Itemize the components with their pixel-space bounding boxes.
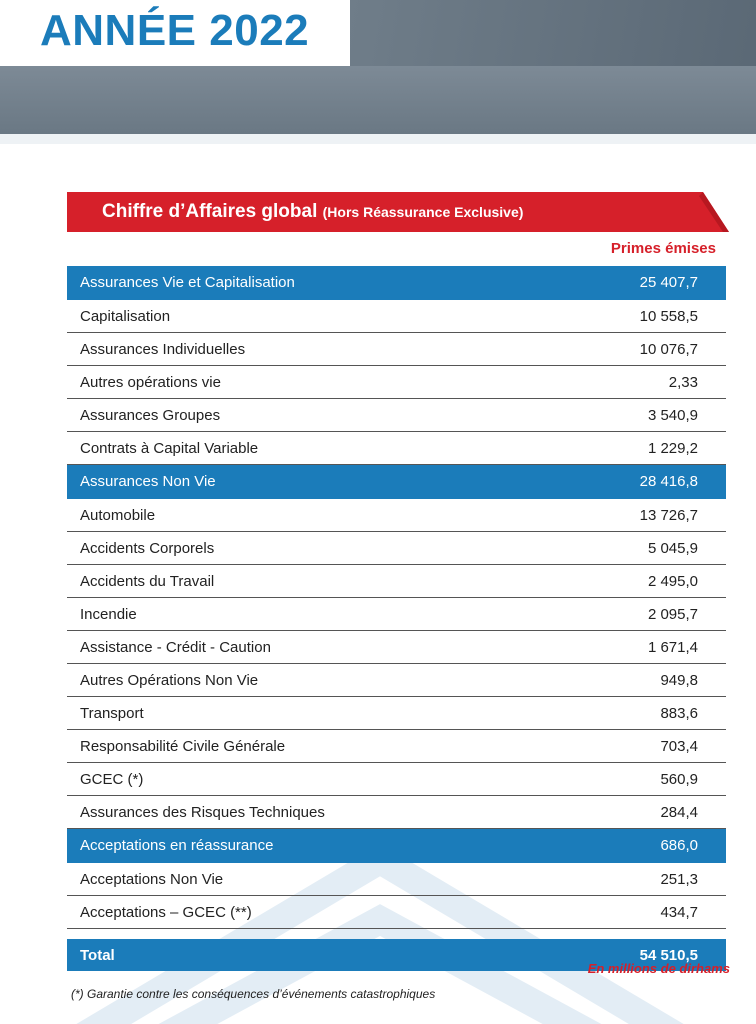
category-row [67,465,726,499]
section-title-main: Chiffre d’Affaires global [102,201,318,222]
row-value: 13 726,7 [549,499,726,532]
premiums-table [67,266,726,971]
row-value: 28 416,8 [549,465,726,499]
row-label: GCEC (*) [67,763,549,796]
row-label: Assistance - Crédit - Caution [67,631,549,664]
row-value: 949,8 [549,664,726,697]
row-label: Acceptations – GCEC (**) [67,896,549,929]
row-value: 1 671,4 [549,631,726,664]
row-label: Accidents Corporels [67,532,549,565]
table-row [67,631,726,664]
table-row [67,730,726,763]
table-row [67,763,726,796]
page-title: ANNÉE 2022 [40,6,310,55]
light-band [0,134,756,144]
row-label: Assurances Non Vie [67,465,549,499]
row-value: 25 407,7 [549,266,726,300]
footnote: (*) Garantie contre les conséquences d’événements catastrophiques [71,987,436,1001]
section-subtitle: (Hors Réassurance Exclusive) [322,204,524,220]
row-value: 5 045,9 [549,532,726,565]
banner-shade [0,66,756,134]
row-label: Autres opérations vie [67,366,549,399]
table-row [67,532,726,565]
section-title [102,201,523,223]
row-label: Assurances Groupes [67,399,549,432]
row-value: 703,4 [549,730,726,763]
table-row [67,896,726,929]
row-label: Acceptations Non Vie [67,863,549,896]
category-row [67,266,726,300]
row-value: 434,7 [549,896,726,929]
row-label: Acceptations en réassurance [67,829,549,863]
table-row [67,863,726,896]
table-row [67,432,726,465]
row-value: 686,0 [549,829,726,863]
row-value: 251,3 [549,863,726,896]
row-value: 883,6 [549,697,726,730]
row-value: 2,33 [549,366,726,399]
row-value: 3 540,9 [549,399,726,432]
row-label: Responsabilité Civile Générale [67,730,549,763]
row-label: Contrats à Capital Variable [67,432,549,465]
row-label: Transport [67,697,549,730]
row-value: 2 495,0 [549,565,726,598]
table-row [67,796,726,829]
column-label-primes: Primes émises [610,240,716,257]
row-label: Assurances Individuelles [67,333,549,366]
row-value: 284,4 [549,796,726,829]
row-label: Assurances des Risques Techniques [67,796,549,829]
table-row [67,333,726,366]
row-value: 10 076,7 [549,333,726,366]
row-value: 1 229,2 [549,432,726,465]
spacer-row [67,929,726,940]
row-value: 54 510,5 [549,939,726,971]
table-row [67,300,726,333]
row-value: 560,9 [549,763,726,796]
row-label: Assurances Vie et Capitalisation [67,266,549,300]
row-value: 10 558,5 [549,300,726,333]
title-box [0,0,350,66]
table-row [67,664,726,697]
table-row [67,598,726,631]
table-row [67,565,726,598]
table-row [67,697,726,730]
table-row [67,366,726,399]
row-label: Autres Opérations Non Vie [67,664,549,697]
unit-note: En millions de dirhams [587,961,730,976]
row-label: Accidents du Travail [67,565,549,598]
category-row [67,829,726,863]
table-row [67,499,726,532]
row-label: Total [67,939,549,971]
row-value: 2 095,7 [549,598,726,631]
table-row [67,399,726,432]
row-label: Incendie [67,598,549,631]
row-label: Automobile [67,499,549,532]
row-label: Capitalisation [67,300,549,333]
